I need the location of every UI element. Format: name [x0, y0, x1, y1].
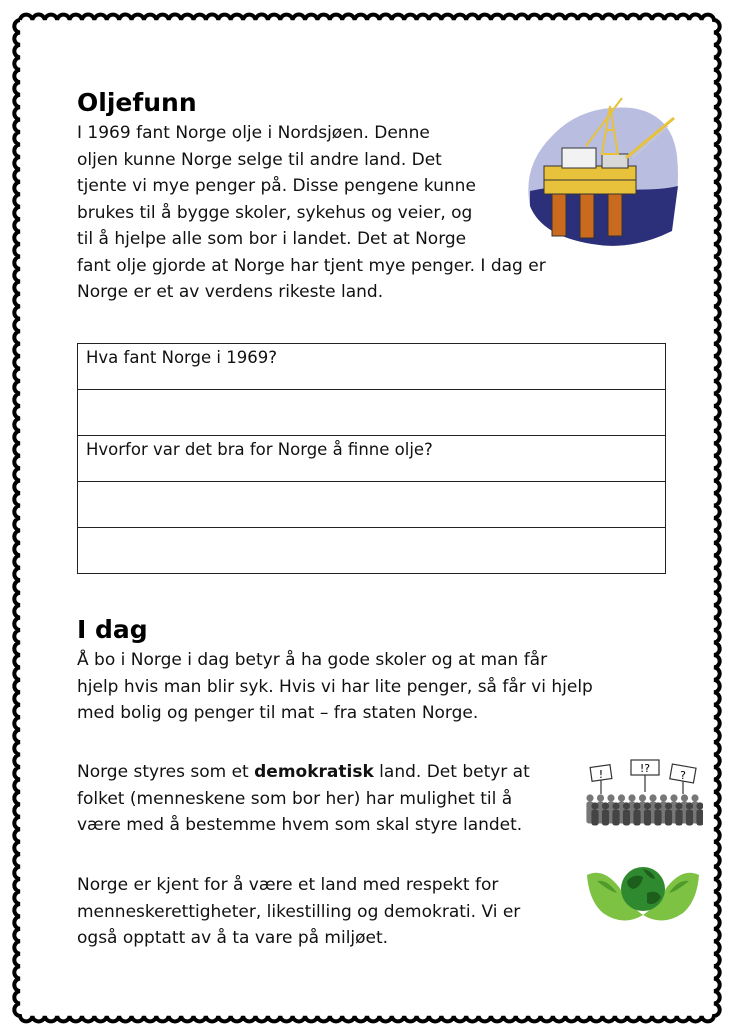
globe-in-hands-icon	[583, 857, 703, 929]
i-dag-paragraph-2	[77, 759, 530, 839]
text-line	[77, 759, 530, 786]
text-line: Norge er et av verdens rikeste land.	[77, 282, 384, 302]
sign-text: ?	[680, 769, 686, 782]
section-title-i-dag: I dag	[77, 615, 148, 644]
text-line: brukes til å bygge skoler, sykehus og veier, og	[77, 202, 473, 223]
text-line: til å hjelpe alle som bor i landet. Det at Norge	[77, 229, 467, 249]
text-line: hjelp hvis man blir syk. Hvis vi har lite penger, så får vi hjelp	[77, 676, 593, 697]
section-title-oljefunn: Oljefunn	[77, 88, 197, 117]
text-line: også opptatt av å ta vare på miljøet.	[77, 928, 389, 948]
table-row[interactable]	[78, 390, 666, 436]
text-line: tjente vi mye penger på. Disse pengene kunne	[77, 176, 476, 196]
question-cell: Hva fant Norge i 1969?	[78, 344, 666, 390]
text-line: oljen kunne Norge selge til andre land. Det	[77, 149, 442, 170]
text-line: fant olje gjorde at Norge har tjent mye penger. I dag er	[77, 255, 546, 276]
sign-text: !?	[639, 762, 651, 775]
text-line: Norge er kjent for å være et land med respekt for	[77, 875, 499, 895]
questions-table	[77, 343, 666, 574]
question-cell: Hvorfor var det bra for Norge å finne olje?	[78, 436, 666, 482]
i-dag-paragraph-1	[77, 647, 593, 727]
bold-word-demokratisk: demokratisk	[254, 762, 374, 782]
answer-cell[interactable]	[78, 482, 666, 528]
table-row[interactable]	[78, 528, 666, 574]
text-line: være med å bestemme hvem som skal styre landet.	[77, 815, 523, 835]
table-row	[78, 436, 666, 482]
i-dag-paragraph-3	[77, 872, 520, 952]
oil-platform-icon	[522, 96, 682, 251]
oljefunn-paragraph	[77, 120, 546, 306]
table-row	[78, 344, 666, 390]
text-line: I 1969 fant Norge olje i Nordsjøen. Denne	[77, 123, 430, 143]
text-line: Å bo i Norge i dag betyr å ha gode skoler og at man får	[77, 650, 548, 670]
table-row[interactable]	[78, 482, 666, 528]
text-line: med bolig og penger til mat – fra staten Norge.	[77, 703, 479, 723]
sign-text: !	[598, 768, 604, 781]
protest-crowd-icon	[585, 758, 703, 830]
text-line: folket (menneskene som bor her) har mulighet til å	[77, 788, 513, 809]
text-line: menneskerettigheter, likestilling og demokrati. Vi er	[77, 901, 521, 922]
text-fragment: Norge styres som et	[77, 762, 255, 782]
answer-cell[interactable]	[78, 528, 666, 574]
answer-cell[interactable]	[78, 390, 666, 436]
text-fragment: land. Det betyr at	[373, 762, 530, 782]
